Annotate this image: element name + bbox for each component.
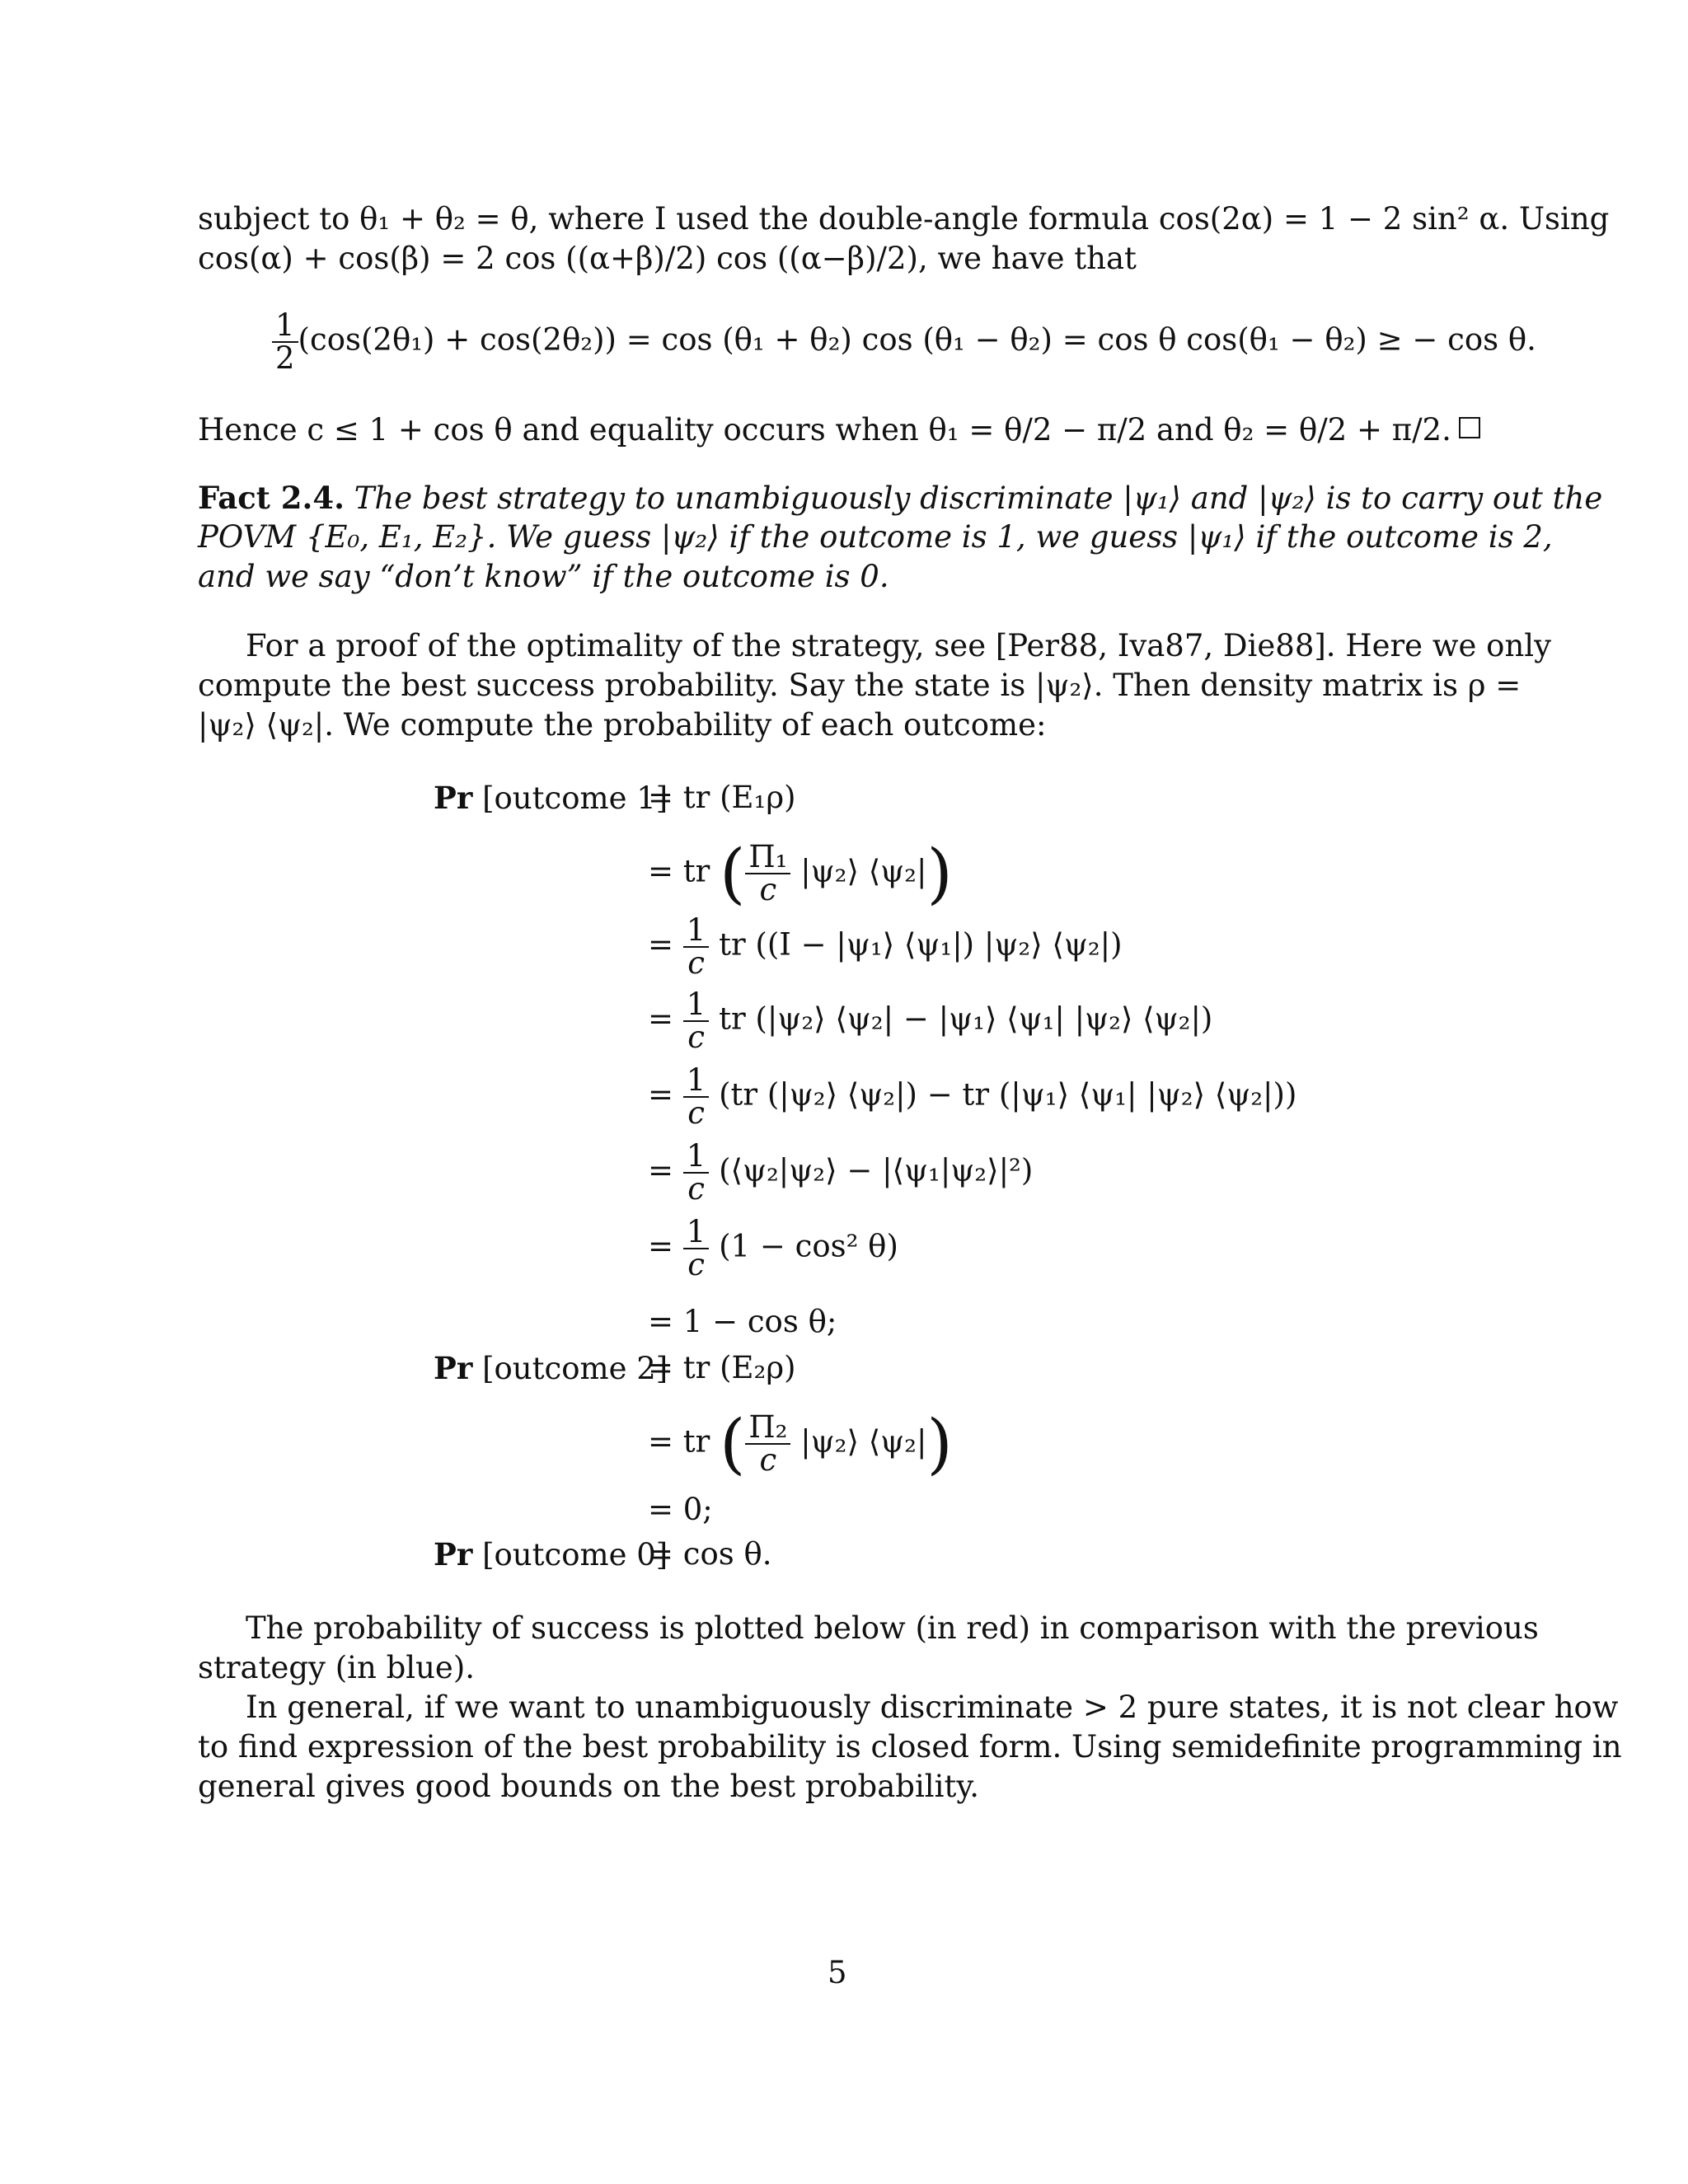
para3-line-3: general gives good bounds on the best probability.: [198, 1769, 980, 1804]
display-equation: $\frac{1}{2}$ (cos(2θ₁) + cos(2θ₂)) = cos (θ₁ + θ₂) cos (θ₁ − θ₂) = cos θ cos(θ₁ − θ₂) ≥ − cos θ.: [272, 310, 1536, 374]
outcome-0-step-1: = cos θ.: [648, 1536, 772, 1572]
outcome-1-step-5: = $\frac{1}{c}$ (tr (|ψ₂⟩ ⟨ψ₂|) − tr (|ψ₁⟩ ⟨ψ₁| |ψ₂⟩ ⟨ψ₂|)): [648, 1062, 1297, 1131]
outcome-1-step-7: = $\frac{1}{c}$ (1 − cos² θ): [648, 1214, 898, 1282]
fact-line-1: Fact 2.4. The best strategy to unambiguously discriminate |ψ₁⟩ and |ψ₂⟩ is to carry out the: [198, 480, 1603, 516]
para1-line-1: For a proof of the optimality of the strategy, see [Per88, Iva87, Die88]. Here we only: [246, 628, 1552, 663]
outcome-2-step-1: = tr (E₂ρ): [648, 1350, 796, 1385]
fact-label: Fact 2.4.: [198, 480, 345, 516]
outcome-1-step-8: = 1 − cos θ;: [648, 1304, 837, 1339]
outcome-1-step-4: = $\frac{1}{c}$ tr (|ψ₂⟩ ⟨ψ₂| − |ψ₁⟩ ⟨ψ₁| |ψ₂⟩ ⟨ψ₂|): [648, 987, 1213, 1055]
outcome-1-step-3: = $\frac{1}{c}$ tr ((I − |ψ₁⟩ ⟨ψ₁|) |ψ₂⟩ ⟨ψ₂|): [648, 912, 1123, 981]
page-number: 5: [828, 1955, 847, 1990]
para2-line-1: The probability of success is plotted below (in red) in comparison with the previous: [246, 1610, 1539, 1646]
hence-line: Hence c ≤ 1 + cos θ and equality occurs when θ₁ = θ/2 − π/2 and θ₂ = θ/2 + π/2.: [198, 412, 1451, 448]
pr-outcome-0-label: Pr [outcome 0]: [434, 1536, 668, 1572]
outcome-2-step-3: = 0;: [648, 1492, 713, 1527]
outcome-1-step-1: = tr (E₁ρ): [648, 780, 796, 815]
outcome-1-step-6: = $\frac{1}{c}$ (⟨ψ₂|ψ₂⟩ − |⟨ψ₁|ψ₂⟩|²): [648, 1138, 1034, 1207]
qed-box-icon: [1459, 417, 1480, 438]
pr-outcome-2-label: Pr [outcome 2]: [434, 1350, 668, 1386]
outcome-1-step-2: = tr ( $\frac{\text{Π₁}}{c}$ |ψ₂⟩ ⟨ψ₂|): [648, 835, 953, 912]
fact-line-3: and we say “don’t know” if the outcome is 0.: [198, 559, 889, 594]
intro-line-1: subject to θ₁ + θ₂ = θ, where I used the double-angle formula cos(2α) = 1 − 2 sin² α. Using: [198, 201, 1610, 237]
para2-line-2: strategy (in blue).: [198, 1650, 476, 1685]
intro-line-2: cos(α) + cos(β) = 2 cos ((α+β)/2) cos ((α−β)/2), we have that: [198, 241, 1137, 276]
half-fraction: $\frac{1}{2}$: [272, 310, 298, 374]
fact-line-2: POVM {E₀, E₁, E₂}. We guess |ψ₂⟩ if the outcome is 1, we guess |ψ₁⟩ if the outcome is 2,: [198, 519, 1553, 555]
para3-line-1: In general, if we want to unambiguously discriminate > 2 pure states, it is not clear how: [246, 1690, 1619, 1725]
para3-line-2: to find expression of the best probability is closed form. Using semidefinite programming in: [198, 1729, 1622, 1765]
para1-line-2: compute the best success probability. Say the state is |ψ₂⟩. Then density matrix is ρ =: [198, 668, 1522, 703]
outcome-2-step-2: = tr ( $\frac{\text{Π₂}}{c}$ |ψ₂⟩ ⟨ψ₂|): [648, 1405, 953, 1482]
pr-outcome-1-label: Pr [outcome 1]: [434, 780, 668, 816]
para1-line-3: |ψ₂⟩ ⟨ψ₂|. We compute the probability of each outcome:: [198, 707, 1047, 743]
